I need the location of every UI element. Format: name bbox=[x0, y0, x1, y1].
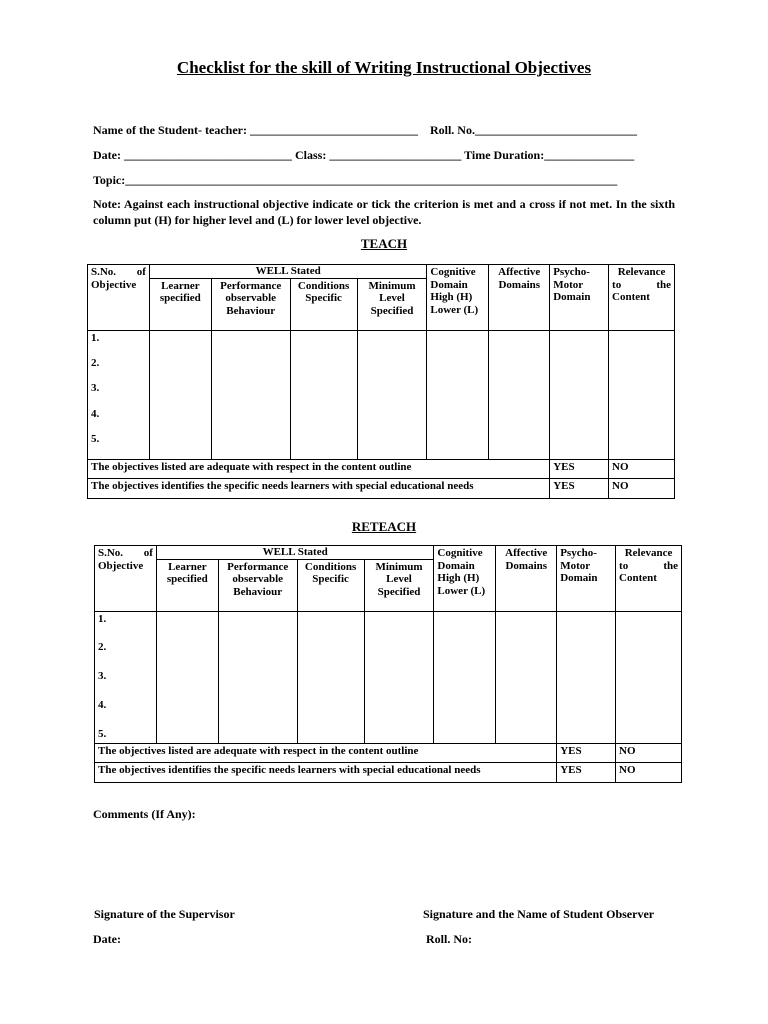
observer-signature-label: Signature and the Name of Student Observer bbox=[423, 907, 655, 921]
teach-table bbox=[87, 264, 675, 499]
yes-cell: YES bbox=[557, 743, 616, 762]
no-cell: NO bbox=[616, 743, 682, 762]
psycho-cell bbox=[557, 611, 616, 743]
learner-cell bbox=[156, 611, 218, 743]
relevance-cell bbox=[616, 611, 682, 743]
minimum-cell bbox=[364, 611, 434, 743]
performance-cell bbox=[211, 330, 290, 460]
no-cell: NO bbox=[616, 762, 682, 782]
minimum-header: Minimum Level Specified bbox=[364, 559, 434, 611]
sno-header: S.No. of Objective bbox=[88, 265, 150, 331]
well-stated-header: WELL Stated bbox=[149, 265, 427, 279]
name-roll-line: Name of the Student- teacher: ____________________________ Roll. No.___________________________ bbox=[93, 123, 637, 137]
cognitive-cell bbox=[434, 611, 496, 743]
psycho-cell bbox=[550, 330, 609, 460]
performance-cell bbox=[218, 611, 297, 743]
relevance-cell bbox=[609, 330, 675, 460]
sno-header: S.No. of Objective bbox=[95, 546, 157, 612]
statement-adequate: The objectives listed are adequate with respect in the content outline bbox=[95, 743, 557, 762]
learner-cell bbox=[149, 330, 211, 460]
date-label: Date: bbox=[93, 932, 121, 946]
relevance-header: Relevance to the Content bbox=[609, 265, 675, 331]
relevance-header: Relevance to the Content bbox=[616, 546, 682, 612]
well-stated-header: WELL Stated bbox=[156, 546, 434, 560]
reteach-heading: RETEACH bbox=[351, 519, 417, 534]
performance-header: Performance observable Behaviour bbox=[218, 559, 297, 611]
psycho-header: Psycho- Motor Domain bbox=[557, 546, 616, 612]
cognitive-header: Cognitive Domain High (H) Lower (L) bbox=[427, 265, 489, 331]
affective-header: Affective Domains bbox=[496, 546, 557, 612]
page-title: Checklist for the skill of Writing Instructional Objectives bbox=[176, 58, 592, 77]
affective-cell bbox=[496, 611, 557, 743]
reteach-table bbox=[94, 545, 682, 783]
date-class-duration-line: Date: ____________________________ Class: ______________________ Time Duration:_______________ bbox=[93, 148, 635, 162]
supervisor-signature-label: Signature of the Supervisor bbox=[94, 907, 235, 921]
yes-cell: YES bbox=[550, 479, 609, 499]
affective-cell bbox=[489, 330, 550, 460]
learner-header: Learner specified bbox=[156, 559, 218, 611]
learner-header: Learner specified bbox=[149, 278, 211, 330]
statement-special-needs: The objectives identifies the specific needs learners with special educational needs bbox=[95, 762, 557, 782]
statement-adequate: The objectives listed are adequate with respect in the content outline bbox=[88, 460, 550, 479]
minimum-cell bbox=[357, 330, 427, 460]
conditions-header: Conditions Specific bbox=[297, 559, 364, 611]
objective-numbers: 1. 2. 3. 4. 5. bbox=[95, 611, 157, 743]
affective-header: Affective Domains bbox=[489, 265, 550, 331]
performance-header: Performance observable Behaviour bbox=[211, 278, 290, 330]
cognitive-header: Cognitive Domain High (H) Lower (L) bbox=[434, 546, 496, 612]
psycho-header: Psycho- Motor Domain bbox=[550, 265, 609, 331]
conditions-cell bbox=[297, 611, 364, 743]
statement-special-needs: The objectives identifies the specific needs learners with special educational needs bbox=[88, 479, 550, 499]
roll-no-label: Roll. No: bbox=[426, 932, 472, 946]
conditions-header: Conditions Specific bbox=[290, 278, 357, 330]
no-cell: NO bbox=[609, 479, 675, 499]
topic-line: Topic:__________________________________________________________________________________ bbox=[93, 173, 618, 187]
objective-numbers: 1. 2. 3. 4. 5. bbox=[88, 330, 150, 460]
yes-cell: YES bbox=[557, 762, 616, 782]
minimum-header: Minimum Level Specified bbox=[357, 278, 427, 330]
yes-cell: YES bbox=[550, 460, 609, 479]
no-cell: NO bbox=[609, 460, 675, 479]
teach-heading: TEACH bbox=[360, 236, 408, 251]
cognitive-cell bbox=[427, 330, 489, 460]
conditions-cell bbox=[290, 330, 357, 460]
instructions-note: Note: Against each instructional objective indicate or tick the criterion is met and a cross if not met. In the sixth column put (H) for higher level and (L) for lower level objective. bbox=[93, 197, 675, 227]
comments-label: Comments (If Any): bbox=[93, 807, 196, 821]
